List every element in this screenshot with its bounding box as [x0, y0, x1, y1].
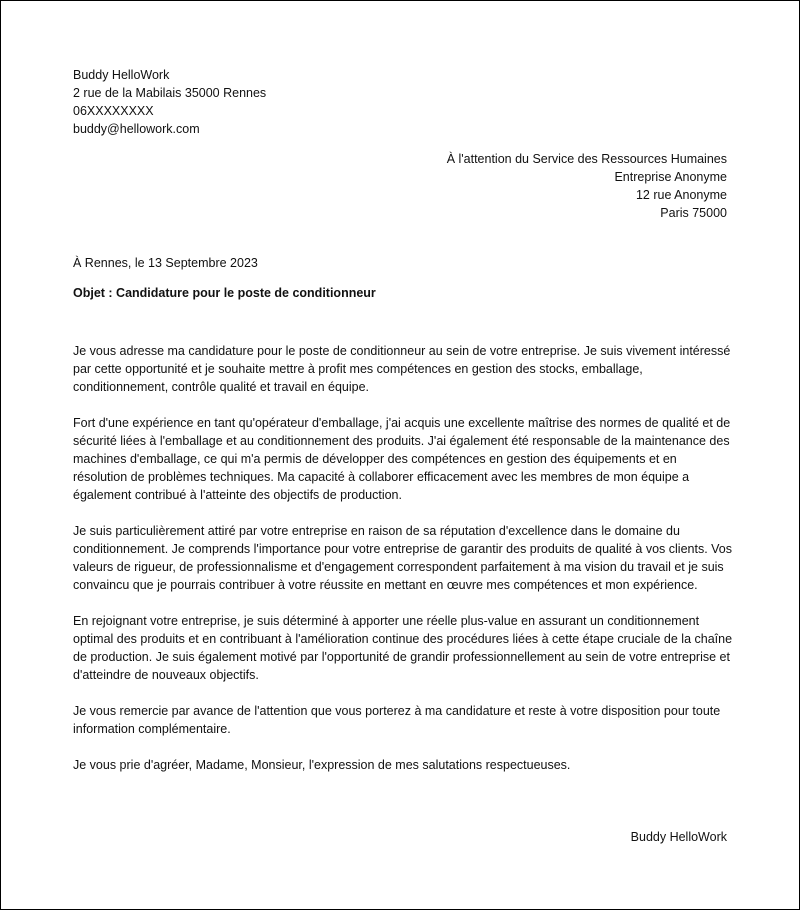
recipient-block: [447, 150, 727, 222]
recipient-city: Paris 75000: [660, 206, 727, 220]
recipient-street: 12 rue Anonyme: [635, 188, 727, 202]
paragraph-thanks: Je vous remercie par avance de l'attention que vous porterez à ma candidature et reste à votre disposition pour toute information complémentaire.: [73, 704, 721, 736]
sender-address: 2 rue de la Mabilais 35000 Rennes: [73, 86, 267, 100]
letter-body: [73, 342, 733, 792]
recipient-attention: À l'attention du Service des Ressources Humaines: [446, 152, 727, 166]
signature: Buddy HelloWork: [630, 830, 727, 844]
date-line: À Rennes, le 13 Septembre 2023: [73, 256, 258, 270]
paragraph-contribution: En rejoignant votre entreprise, je suis déterminé à apporter une réelle plus-value en assurant un conditionnement optimal des produits et en contribuant à l'amélioration continue des procédures liées à cette étape cruciale de la chaîne de production. Je suis également motivé par l'opportunité de grandir professionnellement au sein de votre entreprise et d'atteindre de nouveaux objectifs.: [73, 614, 733, 682]
paragraph-intro: Je vous adresse ma candidature pour le poste de conditionneur au sein de votre entreprise. Je suis vivement intéressé par cette opportunité et je souhaite mettre à profit mes compétences en gestion des stocks, emballage, conditionnement, contrôle qualité et travail en équipe.: [73, 344, 731, 394]
recipient-company: Entreprise Anonyme: [614, 170, 727, 184]
sender-phone: 06XXXXXXXX: [73, 104, 154, 118]
sender-name: Buddy HelloWork: [73, 68, 170, 82]
paragraph-experience: Fort d'une expérience en tant qu'opérateur d'emballage, j'ai acquis une excellente maîtrise des normes de qualité et de sécurité liées à l'emballage et au conditionnement des produits. J'ai également été responsable de la maintenance des machines d'emballage, ce qui m'a permis de développer des compétences en gestion des équipements et en résolution de problèmes techniques. Ma capacité à collaborer efficacement avec les membres de mon équipe a également contribué à l'atteinte des objectifs de production.: [73, 416, 731, 502]
paragraph-closing: Je vous prie d'agréer, Madame, Monsieur, l'expression de mes salutations respectueuses.: [73, 758, 571, 772]
paragraph-motivation: Je suis particulièrement attiré par votre entreprise en raison de sa réputation d'excellence dans le domaine du conditionnement. Je comprends l'importance pour votre entreprise de garantir des produits de qualité à vos clients. Vos valeurs de rigueur, de professionnalisme et d'engagement correspondent parfaitement à ma vision du travail et je suis convaincu que je pourrais contribuer à votre réussite en mettant en œuvre mes compétences et mon expérience.: [73, 524, 733, 592]
sender-email: buddy@hellowork.com: [73, 122, 200, 136]
subject-line: Objet : Candidature pour le poste de conditionneur: [73, 286, 376, 300]
sender-block: [73, 66, 266, 138]
